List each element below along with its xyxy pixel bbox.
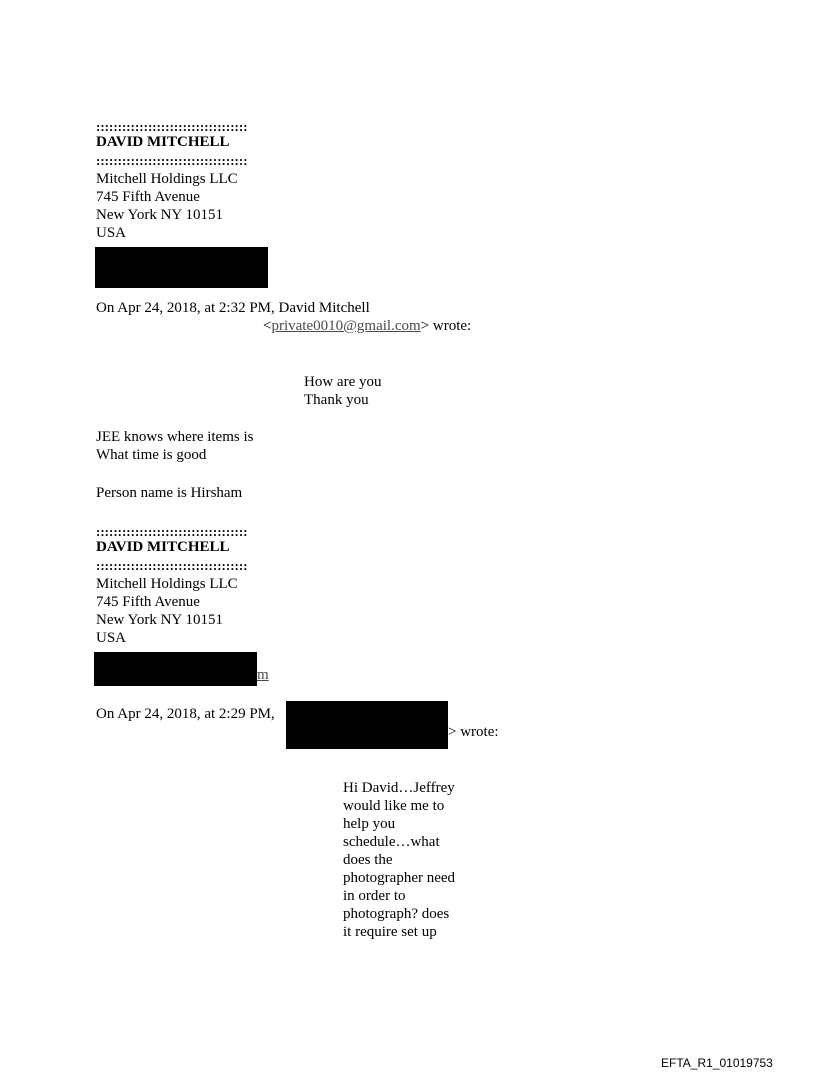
quoted-line: Hi David…Jeffrey <box>343 780 455 796</box>
signature-street: 745 Fifth Avenue <box>96 189 200 205</box>
sender-email-link[interactable]: private0010@gmail.com <box>271 318 421 334</box>
redaction-box <box>286 701 448 749</box>
quote-header: On Apr 24, 2018, at 2:29 PM, <box>96 706 275 722</box>
message-line: What time is good <box>96 447 207 463</box>
quoted-line: would like me to <box>343 798 445 814</box>
quoted-line: photographer need <box>343 870 456 886</box>
message-line: JEE knows where items is <box>96 429 254 445</box>
quoted-line: Thank you <box>304 392 369 408</box>
redaction-box <box>95 247 268 288</box>
signature-country: USA <box>96 225 127 241</box>
signature-link-fragment[interactable]: m <box>257 667 269 683</box>
signature-company: Mitchell Holdings LLC <box>96 171 238 187</box>
signature-divider-top: ::::::::::::::::::::::::::::::::::: <box>96 119 248 134</box>
quoted-line: does the <box>343 852 393 868</box>
message-line: Person name is Hirsham <box>96 485 243 501</box>
quote-sender-line <box>263 317 471 335</box>
redaction-box <box>94 652 257 686</box>
quoted-line: help you <box>343 816 396 832</box>
signature-city: New York NY 10151 <box>96 207 223 223</box>
message-body <box>96 428 253 464</box>
quoted-line: schedule…what <box>343 834 440 850</box>
quoted-line: photograph? does <box>343 906 450 922</box>
signature-street: 745 Fifth Avenue <box>96 594 200 610</box>
quoted-message-body <box>304 373 381 409</box>
document-id-footer: EFTA_R1_01019753 <box>661 1056 773 1070</box>
signature-country: USA <box>96 630 127 646</box>
email-bracket-open: < <box>263 318 272 334</box>
quote-wrote-text: > wrote: <box>448 724 499 740</box>
signature-city: New York NY 10151 <box>96 612 223 628</box>
quote-wrote-text: > wrote: <box>420 318 472 334</box>
signature-name: DAVID MITCHELL <box>96 539 230 555</box>
quoted-line: in order to <box>343 888 406 904</box>
signature-company: Mitchell Holdings LLC <box>96 576 238 592</box>
signature-name: DAVID MITCHELL <box>96 134 230 150</box>
quoted-message-body <box>343 779 455 941</box>
signature-divider-bottom: ::::::::::::::::::::::::::::::::::: <box>96 153 248 168</box>
quoted-line: How are you <box>304 374 382 390</box>
signature-divider-top: ::::::::::::::::::::::::::::::::::: <box>96 524 248 539</box>
quote-header: On Apr 24, 2018, at 2:32 PM, David Mitchell <box>96 300 370 316</box>
signature-divider-bottom: ::::::::::::::::::::::::::::::::::: <box>96 558 248 573</box>
quoted-line: it require set up <box>343 924 437 940</box>
